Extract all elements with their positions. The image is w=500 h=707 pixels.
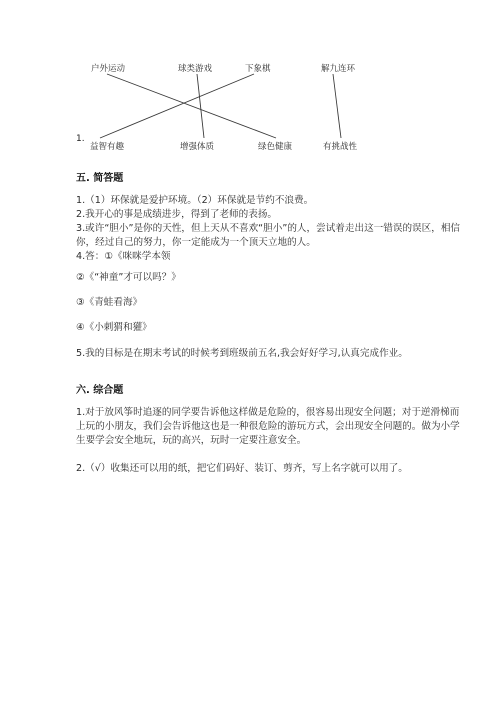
section-5-heading: 五. 简答题 [76, 173, 124, 184]
match-top-4: 解九连环 [321, 64, 356, 74]
match-line-ball-fitness [197, 74, 204, 138]
match-top-2: 球类游戏 [178, 64, 213, 74]
match-bottom-1: 益智有趣 [90, 142, 125, 152]
answer-6-2: 2.（√）收集还可以用的纸，把它们码好、装订、剪齐，写上名字就可以用了。 [76, 463, 408, 474]
match-top-3: 下象棋 [245, 64, 271, 74]
match-bottom-3: 绿色健康 [258, 142, 293, 152]
answer-5-4-item-3: ③《青蛙看海》 [76, 297, 143, 308]
match-line-chess-fun [100, 74, 254, 138]
match-bottom-2: 增强体质 [180, 142, 215, 152]
match-line-ring-challenge [333, 74, 341, 138]
answer-5-4-item-4: ④《小刺猬和獾》 [76, 322, 152, 333]
answer-5-4: 4.答：①《咪咪学本领 [76, 251, 171, 262]
answer-6-1: 1.对于放风筝时追逐的同学要告诉他这样做是危险的，很容易出现安全问题；对于逆滑梯而上玩的小朋友，我们会告诉他这也是一种很危险的游玩方式，会出现安全问题的。做为小学生要学会安全地玩，玩的高兴，玩时一定要注意安全。 [76, 407, 460, 446]
match-line-outdoor-health [107, 74, 276, 138]
match-top-1: 户外运动 [91, 64, 126, 74]
answer-5-2: 2.我开心的事是成绩进步，得到了老师的表扬。 [76, 209, 278, 220]
answer-5-5: 5.我的目标是在期末考试的时候考到班级前五名,我会好好学习,认真完成作业。 [76, 348, 408, 359]
answer-5-3: 3.或许“胆小”是你的天性，但上天从不喜欢“胆小”的人，尝试着走出这一错误的误区，相信你，经过自己的努力，你一定能成为一个顶天立地的人。 [76, 223, 461, 248]
answer-5-1: 1.（1）环保就是爱护环境。（2）环保就是节约不浪费。 [76, 195, 314, 206]
section-6-heading: 六. 综合题 [76, 385, 124, 396]
matching-lines [0, 0, 500, 160]
question-number: 1. [76, 134, 85, 144]
answer-5-4-item-2: ②《“神童”才可以吗？》 [76, 272, 181, 283]
match-bottom-4: 有挑战性 [323, 142, 358, 152]
